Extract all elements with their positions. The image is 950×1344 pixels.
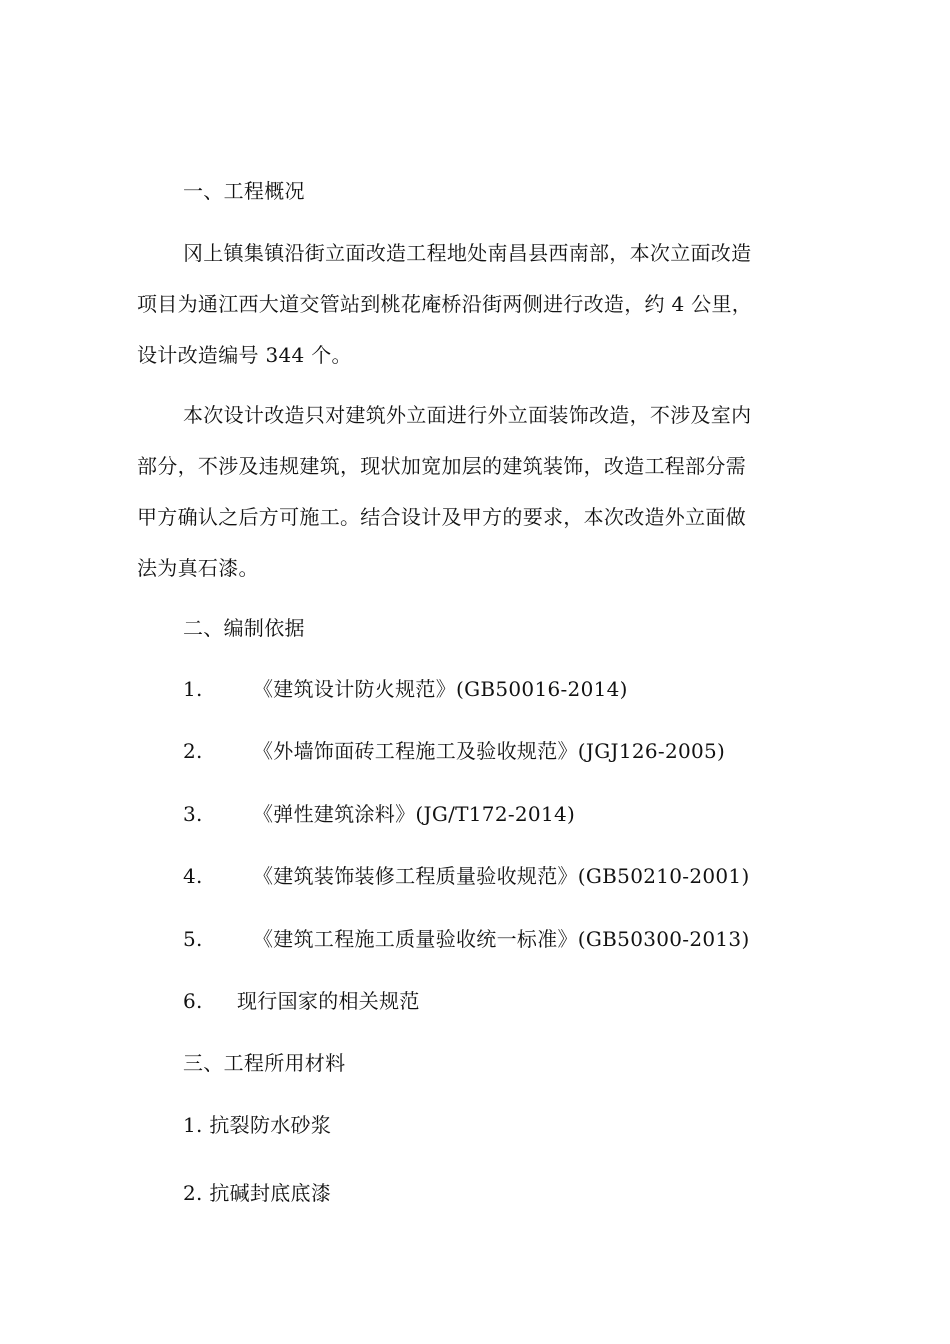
paragraph-line: 部分，不涉及违规建筑，现状加宽加层的建筑装饰，改造工程部分需 [137, 454, 746, 478]
material-item: 1. 抗裂防水砂浆 [183, 1113, 332, 1137]
paragraph-line: 项目为通江西大道交管站到桃花庵桥沿街两侧进行改造，约 4 公里， [137, 292, 753, 316]
list-item-text: 现行国家的相关规范 [237, 989, 420, 1013]
list-item-number: 3. [183, 802, 203, 826]
list-item [183, 989, 863, 1013]
section-heading-overview: 一、工程概况 [183, 179, 305, 203]
section-heading-basis: 二、编制依据 [183, 616, 305, 640]
list-item-number: 4. [183, 864, 203, 888]
list-item-text: 《外墙饰面砖工程施工及验收规范》(JGJ126-2005) [253, 739, 726, 763]
material-item: 2. 抗碱封底底漆 [183, 1181, 332, 1205]
list-item [183, 739, 863, 763]
list-item-text: 《建筑装饰装修工程质量验收规范》(GB50210-2001) [253, 864, 750, 888]
list-item [183, 864, 863, 888]
paragraph-line: 本次设计改造只对建筑外立面进行外立面装饰改造，不涉及室内 [183, 403, 752, 427]
paragraph-line: 法为真石漆。 [137, 556, 259, 580]
list-item [183, 802, 863, 826]
list-item-text: 《建筑设计防火规范》(GB50016-2014) [253, 677, 628, 701]
list-item-number: 6. [183, 989, 203, 1013]
list-item-text: 《建筑工程施工质量验收统一标准》(GB50300-2013) [253, 927, 750, 951]
paragraph-line: 设计改造编号 344 个。 [137, 343, 352, 367]
list-item-number: 5. [183, 927, 203, 951]
paragraph-line: 甲方确认之后方可施工。结合设计及甲方的要求，本次改造外立面做 [137, 505, 746, 529]
paragraph-line: 冈上镇集镇沿街立面改造工程地处南昌县西南部，本次立面改造 [183, 241, 752, 265]
list-item [183, 927, 863, 951]
list-item-number: 2. [183, 739, 203, 763]
section-heading-materials: 三、工程所用材料 [183, 1051, 346, 1075]
list-item-text: 《弹性建筑涂料》(JG/T172-2014) [253, 802, 576, 826]
list-item-number: 1. [183, 677, 203, 701]
list-item [183, 677, 863, 701]
